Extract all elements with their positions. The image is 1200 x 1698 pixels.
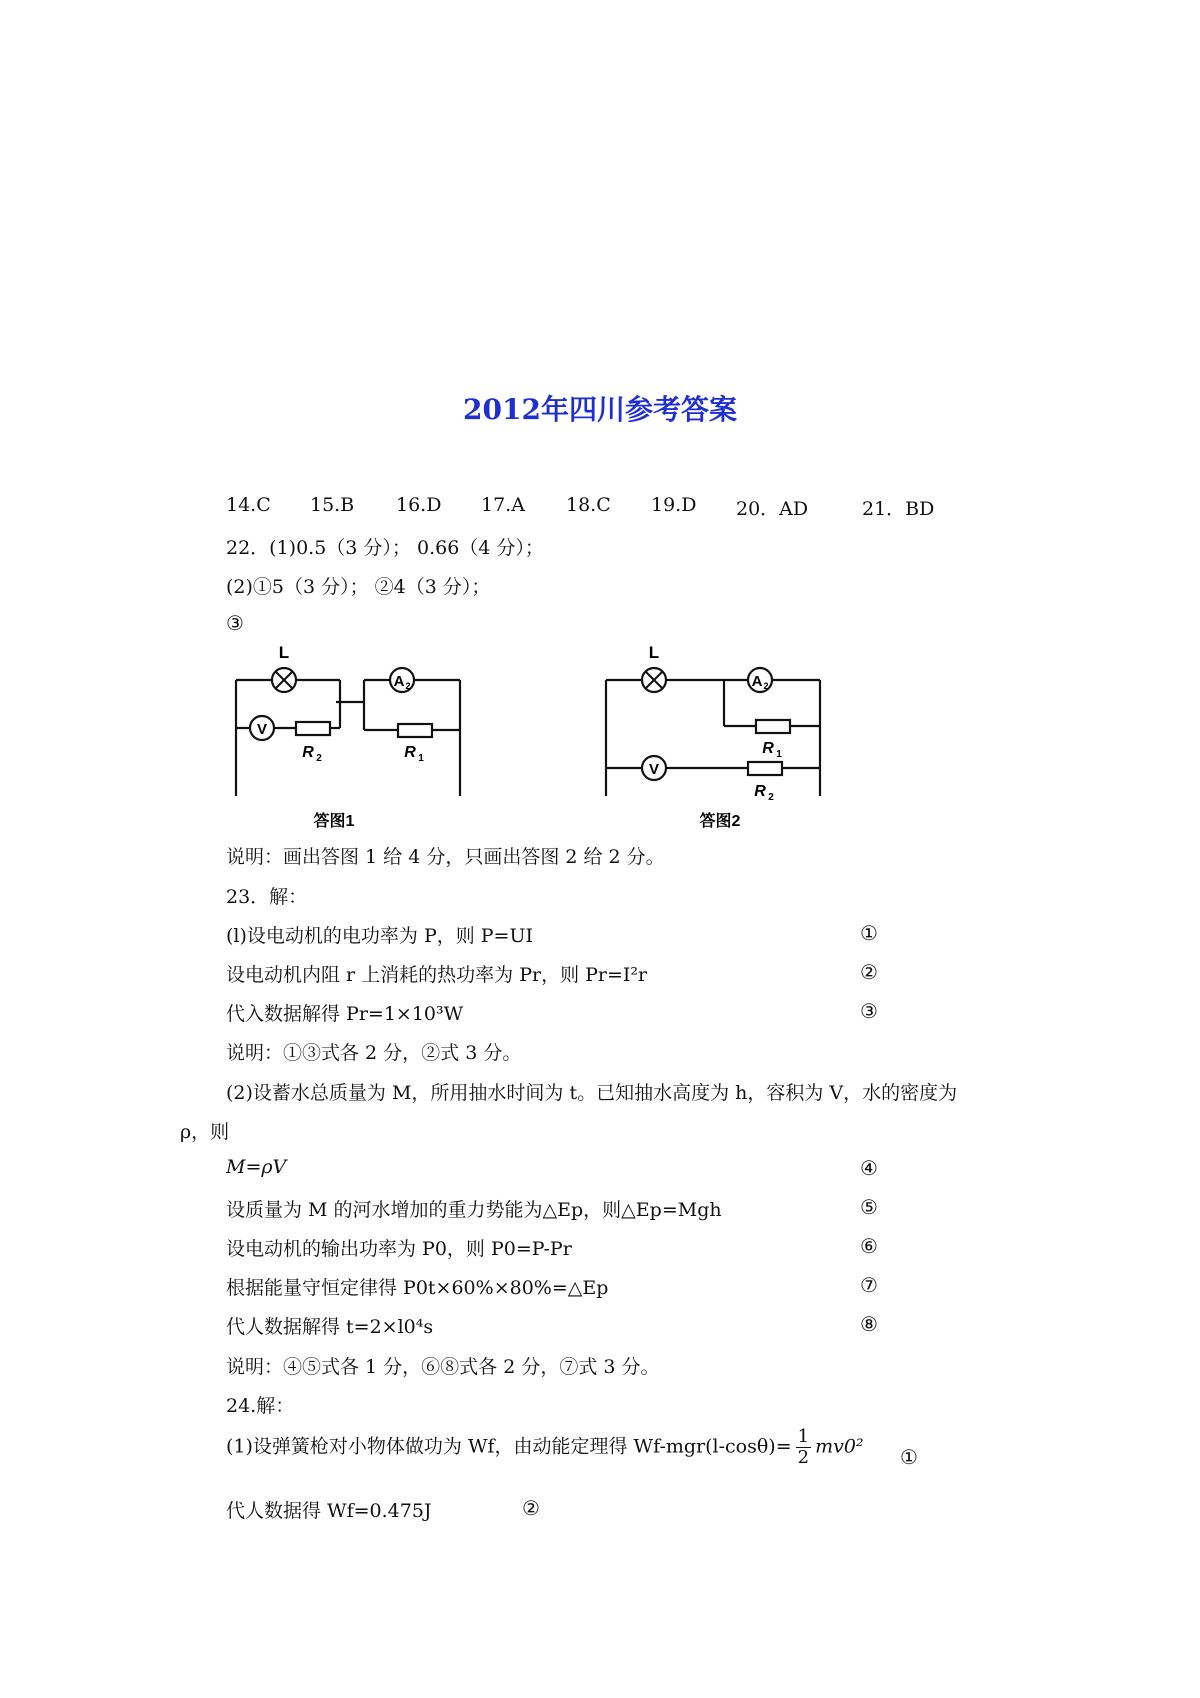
page-title: 2012年四川参考答案 — [463, 393, 737, 426]
r2-label: R — [302, 744, 314, 761]
voltmeter-v — [250, 716, 274, 740]
equation-mark: ② — [522, 1496, 540, 1520]
r2-subscript: 2 — [316, 753, 322, 764]
equation-mark: ① — [900, 1445, 918, 1469]
q23-note2: 说明：④⑤式各 1 分，⑥⑧式各 2 分，⑦式 3 分。 — [226, 1356, 660, 1378]
equation-mark: ② — [860, 960, 878, 984]
equation-mark: ③ — [860, 999, 878, 1023]
q22-line1: 22．(1)0.5（3 分）； 0.66（4 分）； — [226, 537, 544, 559]
resistor-r1 — [756, 720, 790, 760]
q23-line7: 设电动机的输出功率为 P0，则 P0=P-Pr — [226, 1238, 572, 1260]
lamp-l — [642, 643, 666, 692]
lamp-label: L — [278, 643, 290, 662]
q23-line6: 设质量为 M 的河水增加的重力势能为△Ep，则△Ep=Mgh — [226, 1199, 722, 1221]
equation-mark: ⑦ — [860, 1273, 878, 1297]
q23-line9: 代人数据解得 t=2×l0⁴s — [226, 1316, 434, 1338]
ammeter-a2 — [390, 668, 414, 692]
q23-line8: 根据能量守恒定律得 P0t×60%×80%=△Ep — [226, 1277, 609, 1299]
q23-line4b: ρ，则 — [180, 1121, 230, 1143]
q23-note1: 说明：①③式各 2 分，②式 3 分。 — [226, 1042, 522, 1064]
r2-subscript: 2 — [768, 792, 774, 803]
q22-line3: ③ — [226, 611, 244, 635]
lamp-l — [272, 643, 296, 692]
lamp-label: L — [648, 643, 660, 662]
ammeter-a2 — [748, 668, 772, 692]
figure-1-caption: 答图1 — [313, 813, 355, 830]
fraction-denominator: 2 — [797, 1447, 810, 1468]
ammeter-label: A — [393, 673, 405, 690]
choice-answer: 20．AD — [736, 498, 809, 520]
fraction-one-half — [796, 1427, 811, 1468]
r1-label: R — [762, 740, 774, 757]
q23-line3: 代入数据解得 Pr=1×10³W — [226, 1003, 464, 1025]
resistor-r2 — [296, 722, 330, 764]
q23-line4a: (2)设蓄水总质量为 M，所用抽水时间为 t。已知抽水高度为 h，容积为 V，水的密度为 — [226, 1082, 958, 1104]
fraction-numerator: 1 — [797, 1426, 810, 1447]
choice-answer: 21．BD — [862, 498, 935, 520]
figure-2-caption: 答图2 — [699, 813, 741, 830]
voltmeter-label: V — [256, 721, 268, 738]
equation-mark: ⑥ — [860, 1234, 878, 1258]
r1-subscript: 1 — [776, 749, 782, 760]
equation-mark: ④ — [860, 1156, 878, 1180]
q23-line5: M=ρV — [226, 1156, 287, 1178]
equation-mark: ① — [860, 921, 878, 945]
equation-mark: ⑤ — [860, 1195, 878, 1219]
r2-label: R — [754, 783, 766, 800]
q24-heading: 24.解： — [226, 1395, 295, 1417]
q24-line1-text: (1)设弹簧枪对小物体做功为 Wf，由动能定理得 Wf-mgr(l-cosθ)= — [226, 1435, 792, 1458]
q23-line1: (l)设电动机的电功率为 P，则 P=UI — [226, 925, 533, 947]
circuit-diagram-1 — [230, 640, 480, 840]
choice-answer: 17.A — [481, 494, 525, 516]
q22-line2: (2)①5（3 分）； ②4（3 分）； — [226, 576, 491, 598]
q24-line2: 代人数据得 Wf=0.475J — [226, 1500, 432, 1522]
q23-heading: 23．解： — [226, 886, 308, 908]
q23-line2: 设电动机内阻 r 上消耗的热功率为 Pr，则 Pr=I²r — [226, 964, 648, 986]
resistor-r2 — [748, 762, 782, 803]
equation-mark: ⑧ — [860, 1312, 878, 1336]
circuit-diagram-2 — [600, 640, 850, 840]
choice-answer: 18.C — [566, 494, 611, 516]
q22-note: 说明：画出答图 1 给 4 分，只画出答图 2 给 2 分。 — [226, 846, 665, 868]
r1-subscript: 1 — [418, 753, 424, 764]
ammeter-label: A — [751, 673, 763, 690]
q24-line1-tail: mv0² — [815, 1435, 864, 1458]
ammeter-subscript: 2 — [405, 681, 411, 691]
ammeter-subscript: 2 — [763, 681, 769, 691]
resistor-r1 — [398, 724, 432, 764]
voltmeter-v — [642, 756, 666, 780]
q24-line1 — [226, 1427, 864, 1468]
voltmeter-label: V — [648, 761, 660, 778]
choice-answer: 16.D — [396, 494, 442, 516]
choice-answer: 19.D — [651, 494, 697, 516]
r1-label: R — [404, 744, 416, 761]
choice-answer: 14.C — [226, 494, 271, 516]
choice-answer: 15.B — [310, 494, 355, 516]
